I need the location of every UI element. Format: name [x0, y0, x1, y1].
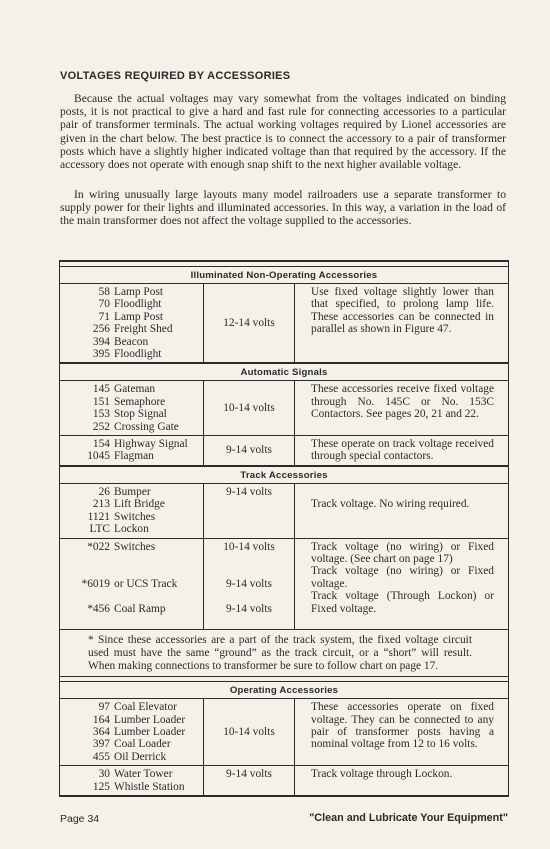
item-name: Switches — [114, 540, 156, 553]
item-name: or UCS Track — [114, 577, 178, 590]
table-row — [60, 484, 508, 539]
item-name: Floodlight — [114, 348, 162, 361]
remark-cell: These operate on track voltage received through special contactors. — [311, 438, 494, 463]
remark-cell: These accessories receive fixed voltage through No. 145C or No. 153C Contactors. See pages 20, 21 and 22. — [311, 383, 494, 421]
section-title-signals: Automatic Signals — [60, 363, 508, 381]
table-row — [60, 381, 508, 436]
remark-stack — [295, 539, 508, 630]
item-number: *6019 — [81, 577, 110, 590]
item-number: 364 — [92, 725, 110, 738]
voltage-cell: 9-14 volts — [226, 602, 272, 615]
section-heading: VOLTAGES REQUIRED BY ACCESSORIES — [60, 70, 291, 82]
voltage-stack — [204, 539, 295, 630]
item-name: Lockon — [114, 523, 149, 536]
table-row — [60, 539, 508, 631]
voltage-cell: 12-14 volts — [204, 284, 295, 362]
accessory-list — [60, 381, 204, 435]
item-name: Semaphore — [114, 395, 166, 408]
item-number: 97 — [98, 701, 110, 714]
section-title-operating: Operating Accessories — [60, 681, 508, 699]
item-number: 154 — [92, 438, 110, 451]
item-name: Flagman — [114, 450, 154, 463]
item-name: Bumper — [114, 485, 151, 498]
item-number: 1121 — [87, 510, 110, 523]
remark-cell: Track voltage. No wiring required. — [311, 497, 470, 510]
item-number: 30 — [98, 768, 110, 781]
remark-cell: Use fixed voltage slightly lower than that specified, to prolong lamp life. These accessories can be connected in parallel as shown in Figure 47. — [311, 286, 494, 336]
voltage-cell: 10-14 volts — [204, 699, 295, 765]
item-number: LTC — [89, 523, 110, 536]
voltage-cell: 10-14 volts — [204, 381, 295, 435]
voltage-cell: 9-14 volts — [204, 484, 295, 538]
remark-cell: Track voltage through Lockon. — [311, 768, 453, 781]
item-number: 256 — [92, 323, 110, 336]
accessory-list — [60, 284, 204, 362]
section-title-illuminated: Illuminated Non-Operating Accessories — [60, 266, 508, 284]
accessory-list — [60, 539, 204, 630]
footnote: * Since these accessories are a part of the track system, the fixed voltage circuit used must have the same “ground” as the track circuit, or a “short” will result. When making connections to transformer be sure to follow chart on page 17. — [60, 630, 508, 677]
table-row — [60, 766, 508, 795]
remark-cell: Track voltage (Through Lockon) or Fixed voltage. — [311, 590, 494, 615]
item-name: Lumber Loader — [114, 725, 186, 738]
item-name: Whistle Station — [114, 780, 185, 793]
item-number: *456 — [87, 602, 110, 615]
footer-slogan: "Clean and Lubricate Your Equipment" — [309, 812, 508, 824]
item-number: 455 — [92, 750, 110, 763]
item-number: 153 — [92, 408, 110, 421]
item-name: Coal Loader — [114, 738, 171, 751]
item-number: 395 — [92, 348, 110, 361]
item-number: 151 — [92, 395, 110, 408]
voltage-cell: 10-14 volts — [223, 540, 275, 553]
item-name: Floodlight — [114, 298, 162, 311]
item-number: 125 — [92, 780, 110, 793]
table-row — [60, 699, 508, 766]
item-number: 71 — [98, 310, 110, 323]
item-name: Coal Ramp — [114, 602, 166, 615]
remark-cell: Track voltage (no wiring) or Fixed voltage. (See chart on page 17) — [311, 540, 494, 565]
item-name: Freight Shed — [114, 323, 173, 336]
item-name: Highway Signal — [114, 438, 188, 451]
item-number: 213 — [92, 498, 110, 511]
remark-cell: Track voltage (no wiring) or Fixed voltage. — [311, 565, 494, 590]
item-name: Switches — [114, 510, 156, 523]
voltage-cell: 9-14 volts — [204, 436, 295, 465]
item-number: *022 — [87, 540, 110, 553]
accessory-list — [60, 484, 204, 538]
voltage-cell: 9-14 volts — [226, 577, 272, 590]
item-name: Lamp Post — [114, 310, 164, 323]
item-name: Oil Derrick — [114, 750, 167, 763]
item-number: 70 — [98, 298, 110, 311]
voltage-cell: 9-14 volts — [204, 766, 295, 795]
item-name: Crossing Gate — [114, 420, 179, 433]
item-number: 394 — [92, 335, 110, 348]
section-title-track: Track Accessories — [60, 466, 508, 484]
accessory-list — [60, 699, 204, 765]
item-name: Lumber Loader — [114, 713, 186, 726]
item-number: 252 — [92, 420, 110, 433]
accessory-list — [60, 436, 204, 465]
item-name: Lift Bridge — [114, 498, 165, 511]
accessory-list — [60, 766, 204, 795]
table-row — [60, 436, 508, 466]
item-number: 26 — [98, 485, 110, 498]
item-name: Stop Signal — [114, 408, 167, 421]
item-number: 145 — [92, 383, 110, 396]
item-number: 164 — [92, 713, 110, 726]
item-name: Water Tower — [114, 768, 173, 781]
table-row — [60, 284, 508, 363]
item-number: 58 — [98, 286, 110, 298]
item-name: Lamp Post — [114, 286, 164, 298]
item-name: Gateman — [114, 383, 156, 396]
item-name: Beacon — [114, 335, 149, 348]
voltage-chart — [59, 260, 509, 797]
intro-paragraph-2: In wiring unusually large layouts many model railroaders use a separate transformer to supply power for their lights and illuminated accessories. In this way, a variation in the load of the main transformer does not affect the voltage supplied to the accessories. — [60, 188, 506, 228]
remark-cell: These accessories operate on fixed voltage. They can be connected to any pair of transformer posts having a nominal voltage from 12 to 16 volts. — [311, 701, 494, 751]
intro-paragraph-1: Because the actual voltages may vary somewhat from the voltages indicated on binding posts, it is not practical to give a hard and fast rule for connecting accessories to a particular pair of transformer terminals. The actual working voltages required by Lionel accessories are given in the chart below. The best practice is to connect the accessory to a pair of transformer posts which have a slightly higher indicated voltage than that required by the accessory. If the accessory does not operate with enough snap shift to the next higher available voltage. — [60, 92, 506, 172]
item-number: 397 — [92, 738, 110, 751]
item-name: Coal Elevator — [114, 701, 177, 714]
item-number: 1045 — [87, 450, 110, 463]
page-number: Page 34 — [60, 813, 100, 825]
